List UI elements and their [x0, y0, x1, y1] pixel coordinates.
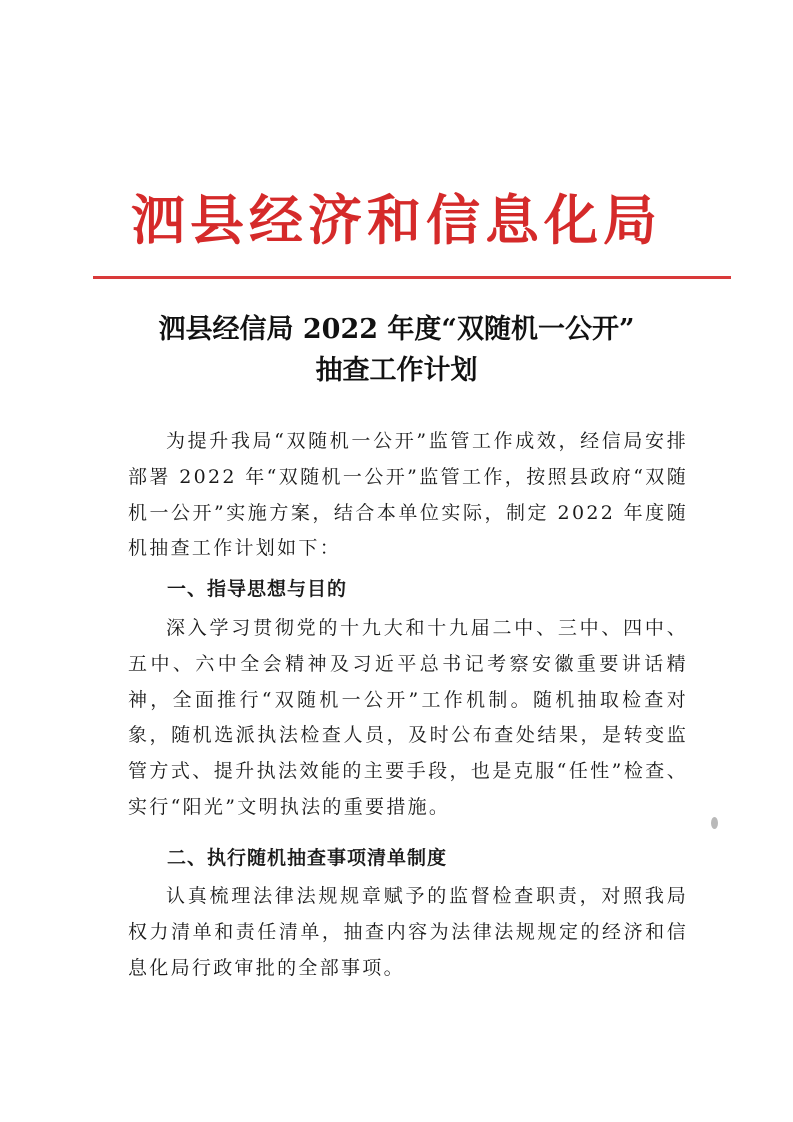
section-2-paragraph [128, 879, 688, 986]
section-1-paragraph [128, 611, 688, 826]
scan-speck [711, 817, 718, 829]
intro-text: 为提升我局“双随机一公开”监管工作成效，经信局安排部署 2022 年“双随机一公开”监管工作，按照县政府“双随机一公开”实施方案，结合本单位实际，制定 2022 年度随机抽查工作计划如下： [128, 430, 688, 560]
section-2-text: 认真梳理法律法规规章赋予的监督检查职责，对照我局权力清单和责任清单，抽查内容为法律法规规定的经济和信息化局行政审批的全部事项。 [128, 885, 688, 979]
section-1-heading: 一、指导思想与目的 [167, 578, 348, 600]
agency-letterhead: 泗县经济和信息化局 [131, 188, 662, 252]
section-1-text: 深入学习贯彻党的十九大和十九届二中、三中、四中、五中、六中全会精神及习近平总书记考察安徽重要讲话精神，全面推行“双随机一公开”工作机制。随机抽取检查对象，随机选派执法检查人员，及时公布查处结果，是转变监管方式、提升执法效能的主要手段，也是克服“任性”检查、实行“阳光”文明执法的重要措施。 [128, 617, 688, 818]
section-2-heading: 二、执行随机抽查事项清单制度 [167, 847, 448, 869]
document-title-line-1: 泗县经信局 2022 年度“双随机一公开” [158, 314, 635, 345]
document-title-line-2: 抽查工作计划 [315, 355, 478, 386]
intro-paragraph [128, 424, 688, 567]
red-divider-line [93, 276, 731, 279]
